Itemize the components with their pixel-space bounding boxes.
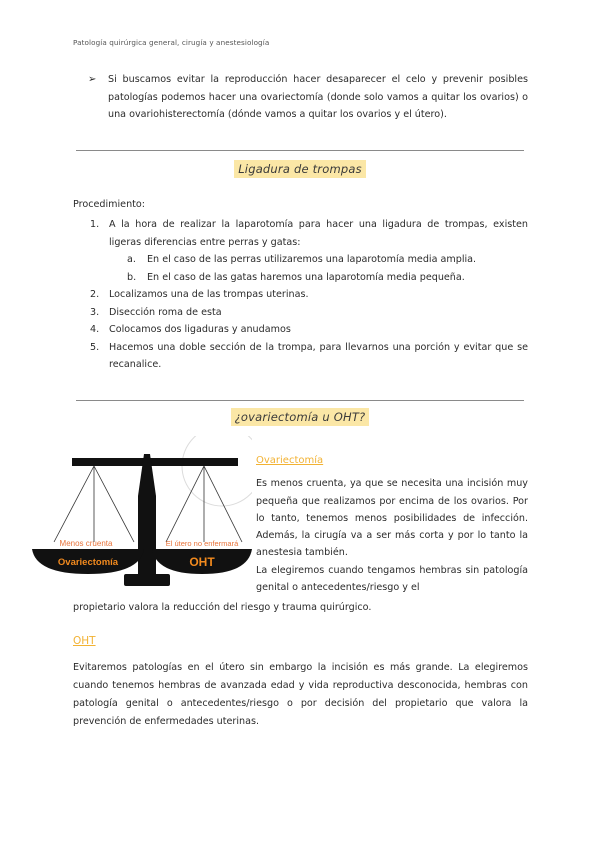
ovariectomia-heading: Ovariectomía (256, 455, 324, 466)
scale-string (166, 466, 204, 542)
divider (76, 400, 524, 401)
procedure-label: Procedimiento: (73, 199, 146, 210)
scale-string (54, 466, 94, 542)
label-oht: OHT (189, 555, 215, 569)
list-item: 2. Localizamos una de las trompas uterinas. (90, 289, 309, 300)
label-ovariectomia: Ovariectomía (57, 557, 119, 568)
sub-list-item: a. En el caso de las perras utilizaremos una laparotomía media amplia. (127, 254, 477, 265)
running-header: Patología quirúrgica general, cirugía y anestesiología (73, 38, 270, 47)
scale-beam (72, 458, 238, 466)
oht-heading: OHT (73, 635, 96, 647)
section-title-comparison: ¿ovariectomía u OHT? (0, 410, 600, 424)
procedure-list (73, 216, 528, 374)
section-title-ligadura: Ligadura de trompas (0, 162, 600, 176)
intro-bullet (88, 71, 528, 124)
list-item: 4. Colocamos dos ligaduras y anudamos (90, 324, 291, 335)
balance-scale-illustration (32, 436, 252, 596)
sub-list-item: b. En el caso de las gatas haremos una laparotomía media pequeña. (127, 271, 465, 283)
ovariectomia-para2-end: propietario valora la reducción del riesgo y trauma quirúrgico. (73, 602, 372, 613)
ovariectomia-para1: Es menos cruenta, ya que se necesita una incisión muy pequeña que realizamos por encima de los ovarios. Por lo tanto, tenemos menos posibilidades de infección. Además, la cirugía va a ser más corta y por lo tanto la anestesia también. (256, 478, 528, 559)
seal-watermark (182, 436, 252, 506)
arrow-bullet-icon: ➢ (88, 74, 97, 85)
ovariectomia-block (256, 452, 528, 596)
oht-text: Evitaremos patologías en el útero sin embargo la incisión es más grande. La elegiremos cuando tenemos hembras de avanzada edad y vida reproductiva desconocida, hembras con patología genital o antecedentes/riesgo o por decisión del propietario que valora la prevención de enfermedades uterinas. (73, 662, 528, 727)
label-utero: El útero no enfermará (165, 539, 239, 548)
list-item: 3. Disección roma de esta (90, 306, 222, 318)
list-item: 1. A la hora de realizar la laparotomía para hacer una ligadura de trompas, existen ligeras diferencias entre perras y gatas: (90, 219, 528, 248)
label-menos-cruenta: Menos cruenta (59, 539, 113, 548)
divider (76, 150, 524, 151)
scale-string (94, 466, 134, 542)
scale-base (124, 574, 170, 586)
intro-text: Si buscamos evitar la reproducción hacer desaparecer el celo y prevenir posibles patologías podemos hacer una ovariectomía (donde solo vamos a quitar los ovarios) o una ovariohisterectomía (dónde vamos a quitar los ovarios y el útero). (108, 74, 528, 120)
list-item: 5. Hacemos una doble sección de la trompa, para llevarnos una porción y evitar que se recanalice. (90, 341, 528, 370)
scale-pillar (138, 454, 156, 576)
ovariectomia-para2: La elegiremos cuando tengamos hembras sin patología genital o antecedentes/riesgo y el (256, 564, 528, 594)
